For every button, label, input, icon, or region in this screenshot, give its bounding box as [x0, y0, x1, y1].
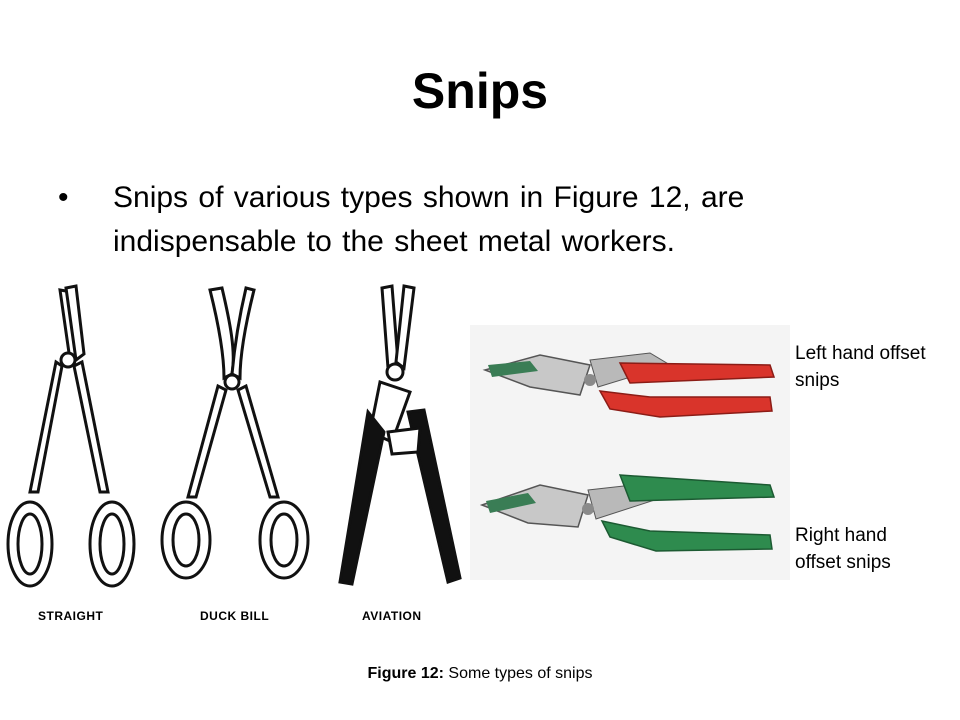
label-straight: STRAIGHT — [38, 609, 104, 623]
offset-snips-photo — [470, 325, 790, 580]
slide-title: Snips — [411, 63, 549, 119]
left-hand-offset-label: Left hand offset snips — [795, 343, 926, 391]
label-duck-bill: DUCK BILL — [200, 609, 270, 623]
figure-caption-text: Some types of snips — [443, 665, 593, 682]
aviation-snips-drawing — [340, 286, 460, 584]
right-hand-offset-label: Right hand offset snips — [795, 525, 891, 573]
bullet-text: Snips of various types shown in Figure 12, are indispensable to the sheet metal workers. — [113, 181, 745, 258]
label-aviation: AVIATION — [362, 609, 422, 623]
duck-bill-snips-drawing — [162, 288, 308, 578]
right-hand-offset-snips — [482, 475, 774, 551]
left-hand-offset-snips — [485, 353, 774, 417]
straight-snips-drawing — [8, 286, 134, 586]
snips-line-drawings — [0, 282, 470, 612]
figure-caption — [0, 665, 960, 683]
bullet-marker: • — [58, 181, 69, 214]
figure-number: Figure 12: — [367, 665, 444, 682]
